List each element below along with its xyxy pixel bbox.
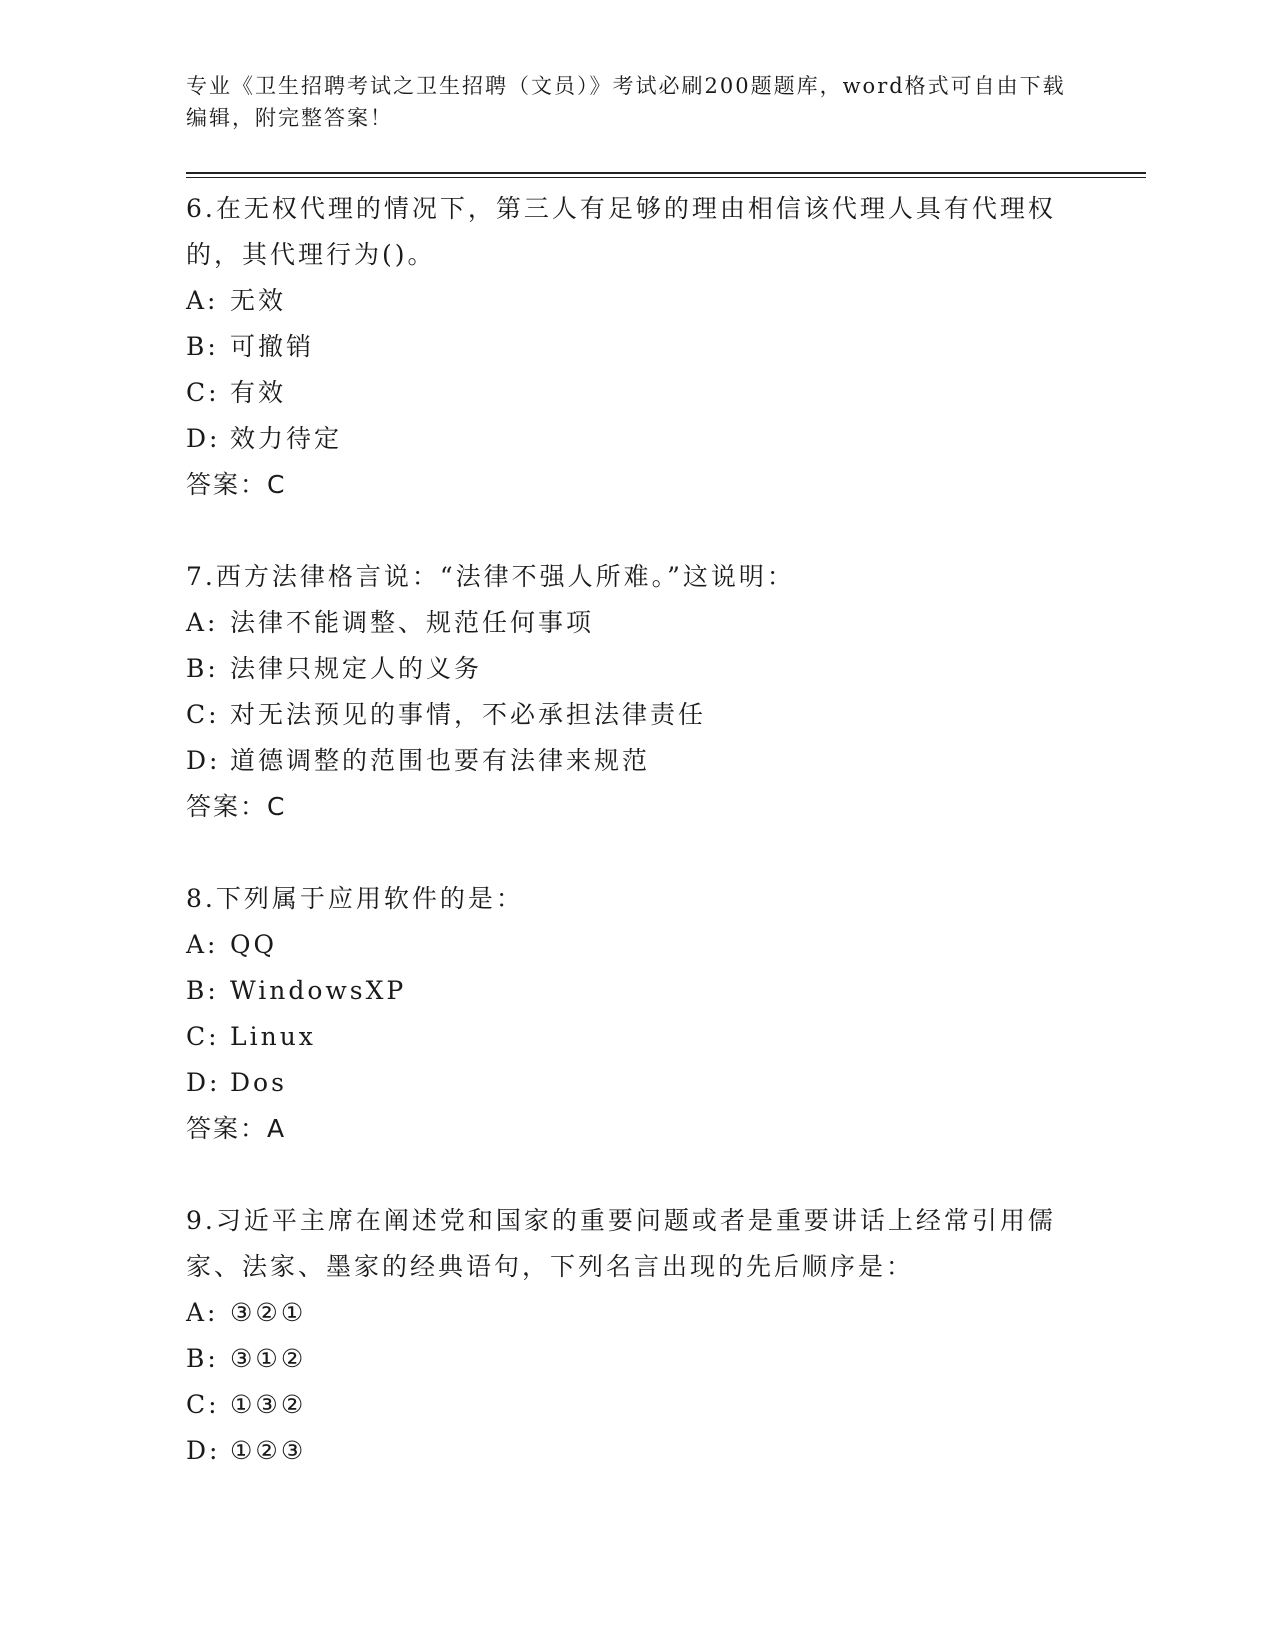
answer-line: 答案：C <box>186 792 287 821</box>
option-text: 法律只规定人的义务 <box>230 654 483 683</box>
option-text: Dos <box>230 1068 287 1097</box>
spacer <box>186 1152 1146 1198</box>
option-text: 有效 <box>230 378 287 407</box>
spacer <box>186 508 1146 554</box>
option-label: A: <box>186 1298 219 1327</box>
option-label: C: <box>186 1390 220 1419</box>
spacer <box>186 830 1146 876</box>
option-text: ①③② <box>230 1390 307 1419</box>
option-b <box>186 646 1146 692</box>
question-stem: 9.习近平主席在阐述党和国家的重要问题或者是重要讲话上经常引用儒家、法家、墨家的经典语句，下列名言出现的先后顺序是： <box>186 1206 1056 1281</box>
question-6 <box>186 186 1146 508</box>
option-b <box>186 968 1146 1014</box>
option-d <box>186 1060 1146 1106</box>
option-label: C: <box>186 1022 220 1051</box>
option-text: QQ <box>230 930 277 959</box>
option-d <box>186 1428 1146 1474</box>
question-stem: 8.下列属于应用软件的是： <box>186 884 524 913</box>
option-d <box>186 416 1146 462</box>
option-c <box>186 692 1146 738</box>
option-text: ③②① <box>230 1298 307 1327</box>
option-text: Linux <box>230 1022 316 1051</box>
document-page <box>186 70 1146 1474</box>
option-d <box>186 738 1146 784</box>
option-text: 对无法预见的事情，不必承担法律责任 <box>230 700 707 729</box>
header-divider <box>186 172 1146 178</box>
option-label: D: <box>186 1436 221 1465</box>
option-text: 无效 <box>230 286 287 315</box>
question-stem: 6.在无权代理的情况下，第三人有足够的理由相信该代理人具有代理权的，其代理行为()。 <box>186 194 1056 269</box>
option-label: D: <box>186 746 221 775</box>
answer-line: 答案：C <box>186 470 287 499</box>
option-label: C: <box>186 378 220 407</box>
option-label: A: <box>186 608 219 637</box>
option-a <box>186 1290 1146 1336</box>
option-b <box>186 1336 1146 1382</box>
question-9 <box>186 1198 1146 1474</box>
answer-line: 答案：A <box>186 1114 287 1143</box>
option-a <box>186 922 1146 968</box>
option-c <box>186 1014 1146 1060</box>
option-c <box>186 370 1146 416</box>
question-8 <box>186 876 1146 1152</box>
option-text: 法律不能调整、规范任何事项 <box>230 608 595 637</box>
option-label: D: <box>186 424 221 453</box>
option-text: 道德调整的范围也要有法律来规范 <box>230 746 651 775</box>
option-a <box>186 278 1146 324</box>
option-label: D: <box>186 1068 221 1097</box>
option-text: 效力待定 <box>230 424 343 453</box>
option-label: B: <box>186 654 219 683</box>
option-c <box>186 1382 1146 1428</box>
option-text: 可撤销 <box>230 332 315 361</box>
option-label: A: <box>186 930 219 959</box>
option-a <box>186 600 1146 646</box>
option-label: A: <box>186 286 219 315</box>
document-header: 专业《卫生招聘考试之卫生招聘（文员）》考试必刷200题题库，word格式可自由下载编辑，附完整答案！ <box>186 74 1066 130</box>
option-label: B: <box>186 332 219 361</box>
option-text: ①②③ <box>230 1436 307 1465</box>
question-stem: 7.西方法律格言说：“法律不强人所难。”这说明： <box>186 562 795 591</box>
option-label: B: <box>186 976 219 1005</box>
option-label: B: <box>186 1344 219 1373</box>
question-7 <box>186 554 1146 830</box>
option-b <box>186 324 1146 370</box>
option-text: ③①② <box>230 1344 307 1373</box>
option-text: WindowsXP <box>230 976 407 1005</box>
option-label: C: <box>186 700 220 729</box>
